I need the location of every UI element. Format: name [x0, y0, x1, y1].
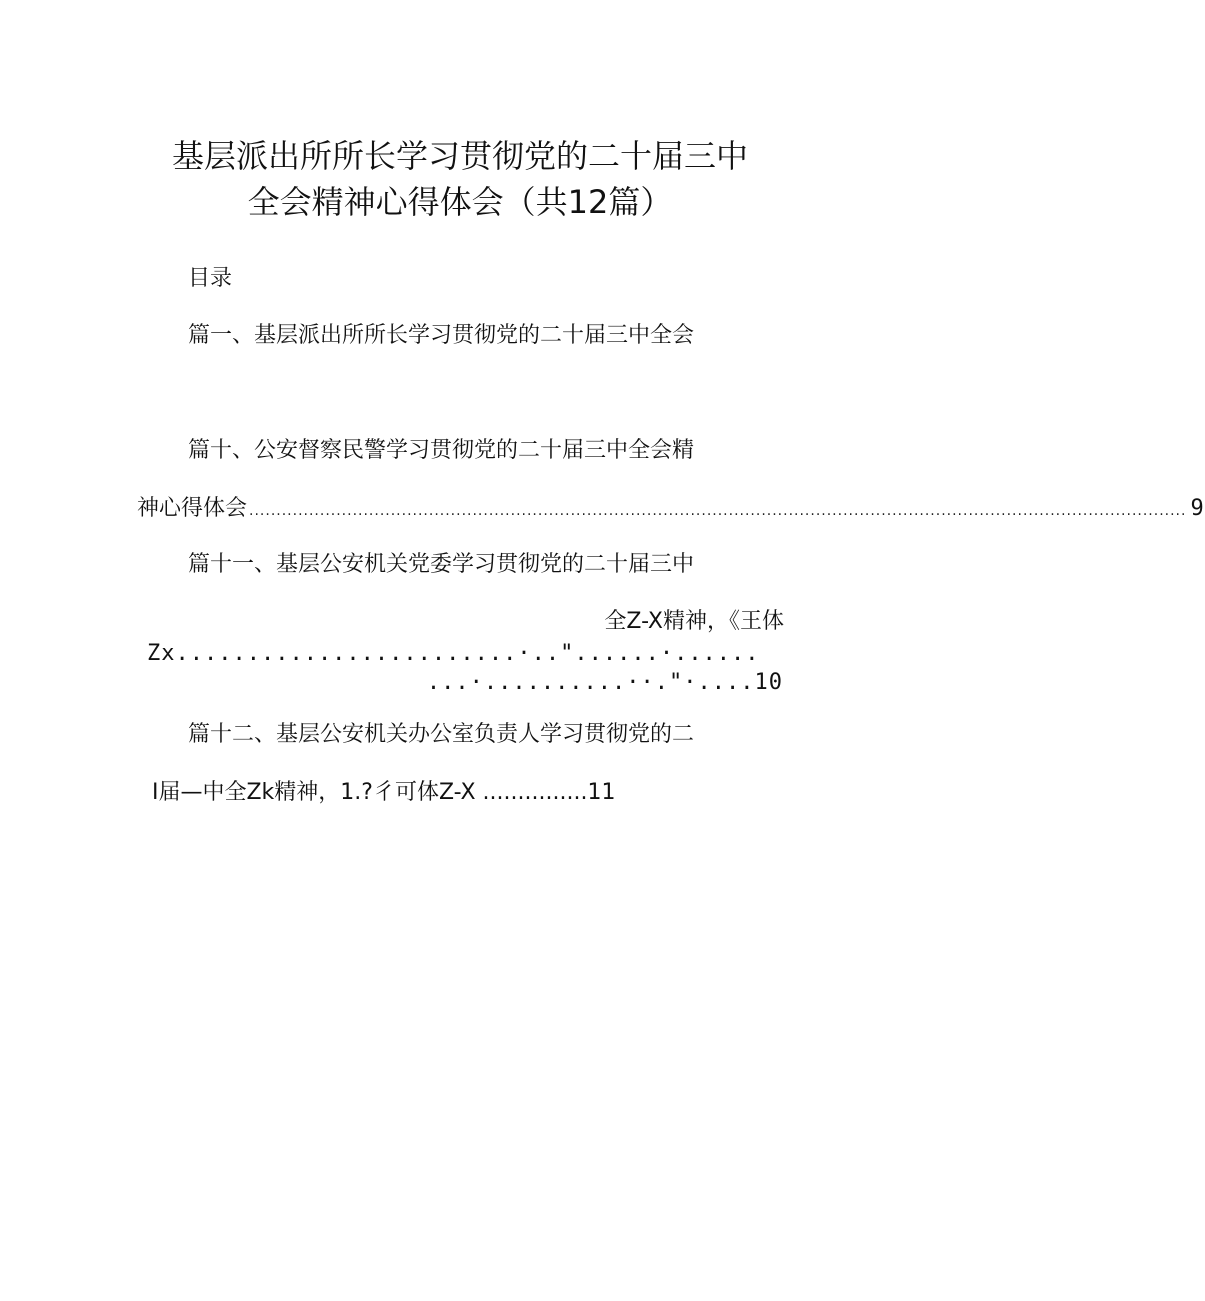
toc-entry-11-line-1: 篇十一、基层公安机关党委学习贯彻党的二十届三中	[188, 552, 695, 577]
toc-entry-12-line-1: 篇十二、基层公安机关办公室负责人学习贯彻党的二	[188, 722, 695, 747]
document-title-line-2: 全会精神心得体会（共12篇）	[247, 183, 673, 221]
toc-entry-11-line-2: 全Z-X精神，《王体	[604, 609, 784, 634]
toc-dot-leader: ............................................................................................................................................................................	[249, 503, 1187, 519]
document-title-line-1: 基层派出所所长学习贯彻党的二十届三中	[171, 137, 748, 175]
toc-entry-10-line-1: 篇十、公安督察民警学习贯彻党的二十届三中全会精	[188, 438, 695, 463]
toc-entry-10-page: 9	[1190, 496, 1205, 521]
toc-entry-10-text: 神心得体会	[137, 496, 248, 521]
toc-entry-10-line-2	[137, 494, 1205, 526]
toc-entry-11-line-3: Zx........................·.."......·......	[147, 641, 760, 666]
toc-entry-1: 篇一、基层派出所所长学习贯彻党的二十届三中全会	[188, 323, 695, 348]
toc-entry-12-line-2: I届—中全Zk精神，1.?彳可体Z-X ...............11	[152, 780, 616, 805]
toc-entry-11-line-4: ...·..........··."·....10	[426, 670, 783, 695]
toc-heading: 目录	[188, 266, 233, 291]
